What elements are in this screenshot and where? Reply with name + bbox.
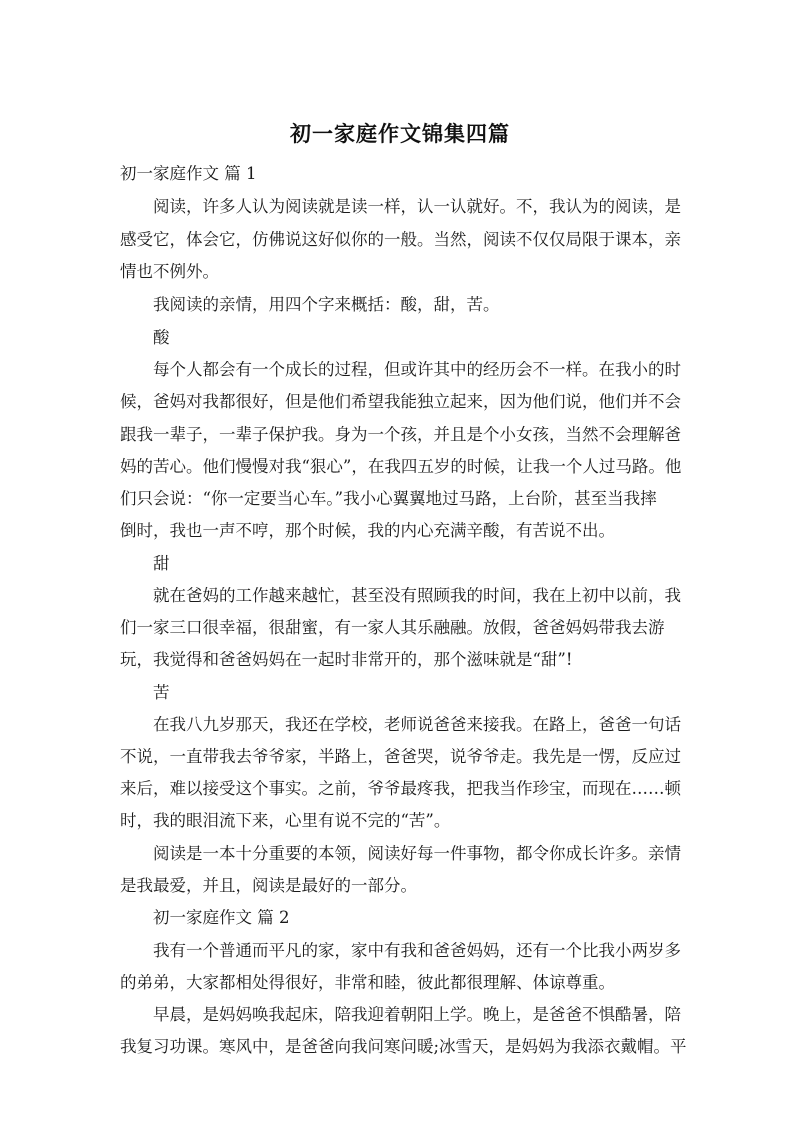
paragraph-line: 是我最爱，并且，阅读是最好的一部分。	[120, 876, 417, 895]
section-heading-1: 初一家庭作文 篇 1	[120, 164, 257, 183]
paragraph-line: 的弟弟，大家都相处得很好，非常和睦，彼此都很理解、体谅尊重。	[120, 973, 615, 992]
paragraph-line: 早晨，是妈妈唤我起床，陪我迎着朝阳上学。晚上，是爸爸不惧酷暑，陪	[153, 1005, 681, 1024]
paragraph-line: 阅读是一本十分重要的本领，阅读好每一件事物，都令你成长许多。亲情	[153, 844, 681, 863]
section-heading-2: 初一家庭作文 篇 2	[153, 908, 290, 927]
subheading-sweet: 甜	[153, 554, 170, 573]
paragraph-line: 来后，难以接受这个事实。之前，爷爷最疼我，把我当作珍宝，而现在……顿	[120, 779, 681, 798]
paragraph-line: 倒时，我也一声不哼，那个时候，我的内心充满辛酸，有苦说不出。	[120, 521, 615, 540]
paragraph-line: 阅读，许多人认为阅读就是读一样，认一认就好。不，我认为的阅读，是	[153, 197, 681, 216]
paragraph-line: 玩，我觉得和爸爸妈妈在一起时非常开的，那个滋味就是“甜”!	[120, 650, 573, 669]
subheading-bitter: 苦	[153, 683, 170, 702]
paragraph-line: 感受它，体会它，仿佛说这好似你的一般。当然，阅读不仅仅局限于课本，亲	[120, 230, 681, 249]
paragraph-line: 在我八九岁那天，我还在学校，老师说爸爸来接我。在路上，爸爸一句话	[153, 715, 681, 734]
paragraph-line: 候，爸妈对我都很好，但是他们希望我能独立起来，因为他们说，他们并不会	[120, 392, 681, 411]
paragraph-line: 每个人都会有一个成长的过程，但或许其中的经历会不一样。在我小的时	[153, 360, 681, 379]
paragraph-line: 跟我一辈子，一辈子保护我。身为一个孩，并且是个小女孩，当然不会理解爸	[120, 425, 681, 444]
paragraph-line: 不说，一直带我去爷爷家，半路上，爸爸哭，说爷爷走。我先是一愣，反应过	[120, 747, 681, 766]
subheading-sour: 酸	[153, 328, 170, 347]
paragraph-line: 我复习功课。寒风中，是爸爸向我问寒问暖;冰雪天，是妈妈为我添衣戴帽。平	[120, 1037, 687, 1056]
document-title: 初一家庭作文锦集四篇	[290, 122, 510, 146]
paragraph-line: 时，我的眼泪流下来，心里有说不完的“苦”。	[120, 811, 451, 830]
paragraph-line: 我阅读的亲情，用四个字来概括：酸，甜，苦。	[153, 295, 500, 314]
paragraph-line: 我有一个普通而平凡的家，家中有我和爸爸妈妈，还有一个比我小两岁多	[153, 941, 681, 960]
paragraph-line: 妈的苦心。他们慢慢对我“狠心”，在我四五岁的时候，让我一个人过马路。他	[120, 457, 682, 476]
paragraph-line: 们只会说：“你一定要当心车。”我小心翼翼地过马路，上台阶，甚至当我摔	[120, 489, 657, 508]
paragraph-line: 就在爸妈的工作越来越忙，甚至没有照顾我的时间，我在上初中以前，我	[153, 586, 681, 605]
paragraph-line: 们一家三口很幸福，很甜蜜，有一家人其乐融融。放假，爸爸妈妈带我去游	[120, 618, 665, 637]
paragraph-line: 情也不例外。	[120, 262, 219, 281]
